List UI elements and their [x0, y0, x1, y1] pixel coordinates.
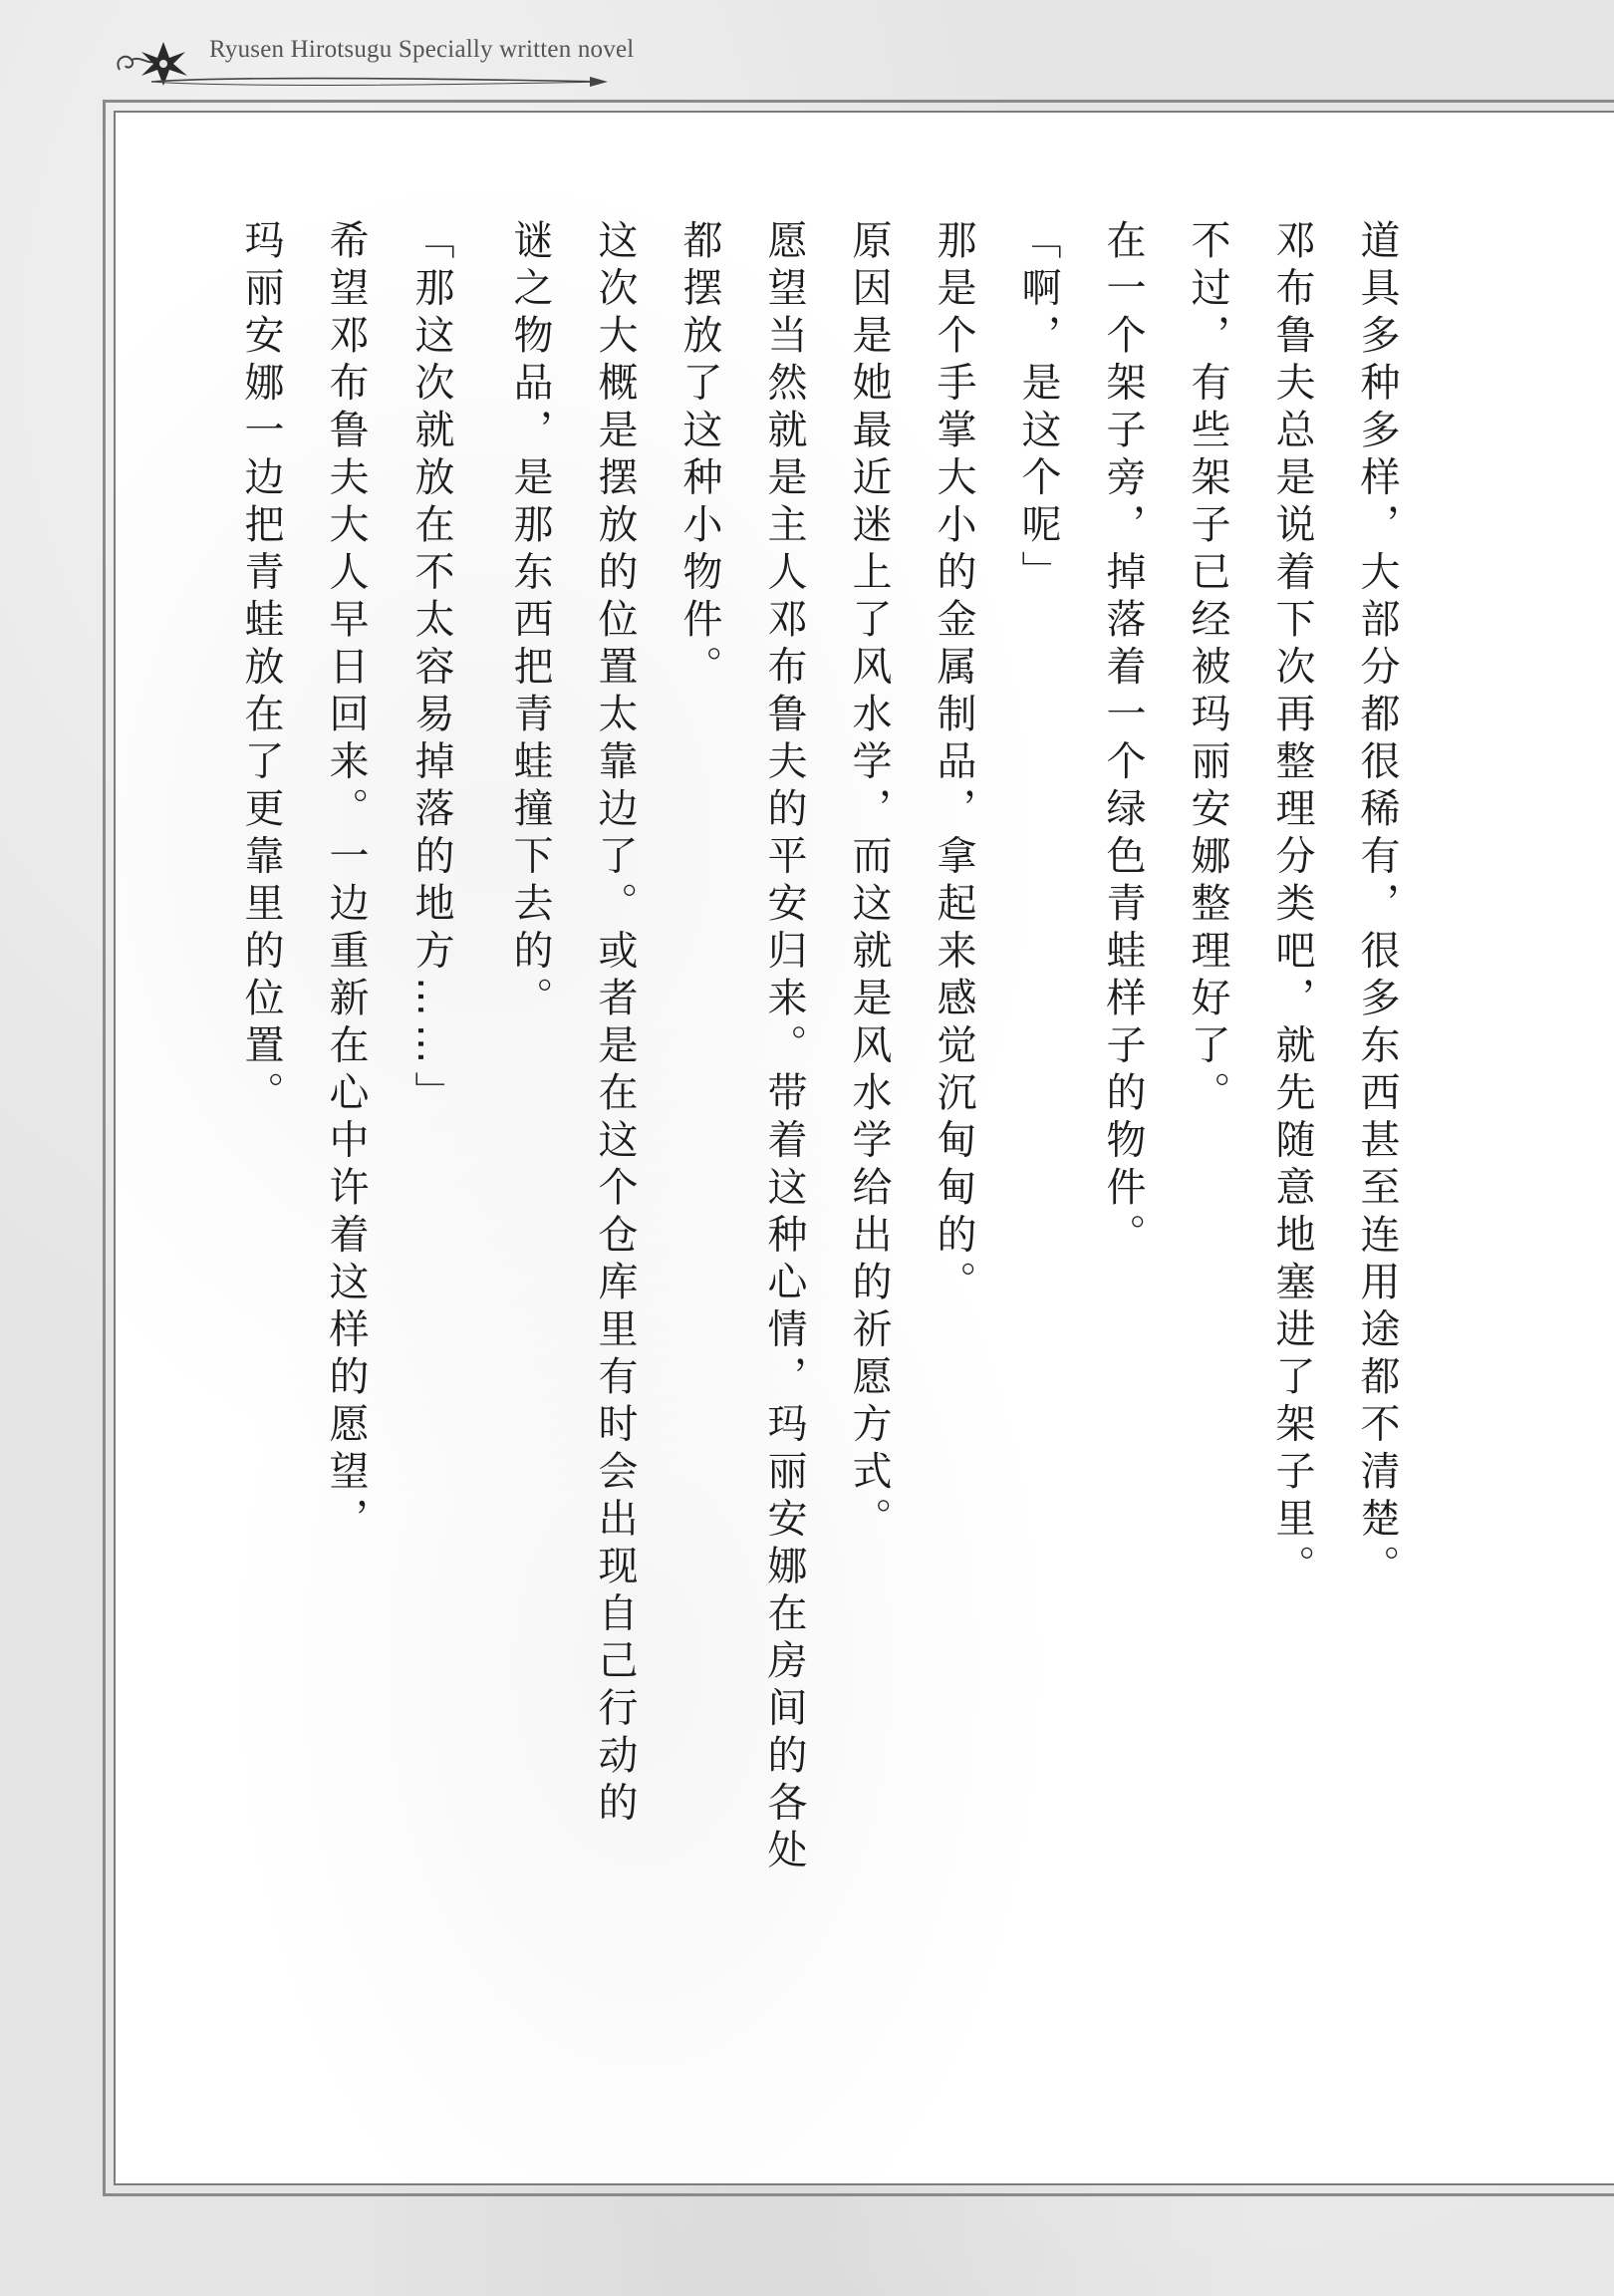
text-column: 谜之物品，是那东西把青蛙撞下去的。 [507, 219, 553, 1024]
text-column: 都摆放了这种小物件。 [676, 219, 722, 693]
text-column: 玛丽安娜一边把青蛙放在了更靠里的位置。 [238, 219, 284, 1119]
text-column: 不过，有些架子已经被玛丽安娜整理好了。 [1185, 219, 1230, 1119]
text-column: 希望邓布鲁夫大人早日回来。一边重新在心中许着这样的愿望， [323, 219, 369, 1545]
text-column: 道具多种多样，大部分都很稀有，很多东西甚至连用途都不清楚。 [1354, 219, 1400, 1592]
text-column: 邓布鲁夫总是说着下次再整理分类吧，就先随意地塞进了架子里。 [1269, 219, 1315, 1592]
text-column: 在一个架子旁，掉落着一个绿色青蛙样子的物件。 [1100, 219, 1146, 1261]
header-title: Ryusen Hirotsugu Specially written novel [209, 36, 635, 63]
text-column: 「那这次就放在不太容易掉落的地方……」 [408, 219, 454, 1119]
text-column: 「啊，是这个呢」 [1015, 219, 1061, 598]
text-column: 原因是她最近迷上了风水学，而这就是风水学给出的祈愿方式。 [846, 219, 892, 1545]
text-column: 这次大概是摆放的位置太靠边了。或者是在这个仓库里有时会出现自己行动的 [592, 219, 638, 1829]
text-column: 愿望当然就是主人邓布鲁夫的平安归来。带着这种心情，玛丽安娜在房间的各处 [761, 219, 807, 1876]
header-rule [151, 74, 610, 90]
text-column: 那是个手掌大小的金属制品，拿起来感觉沉甸甸的。 [931, 219, 976, 1308]
running-header [112, 30, 635, 90]
